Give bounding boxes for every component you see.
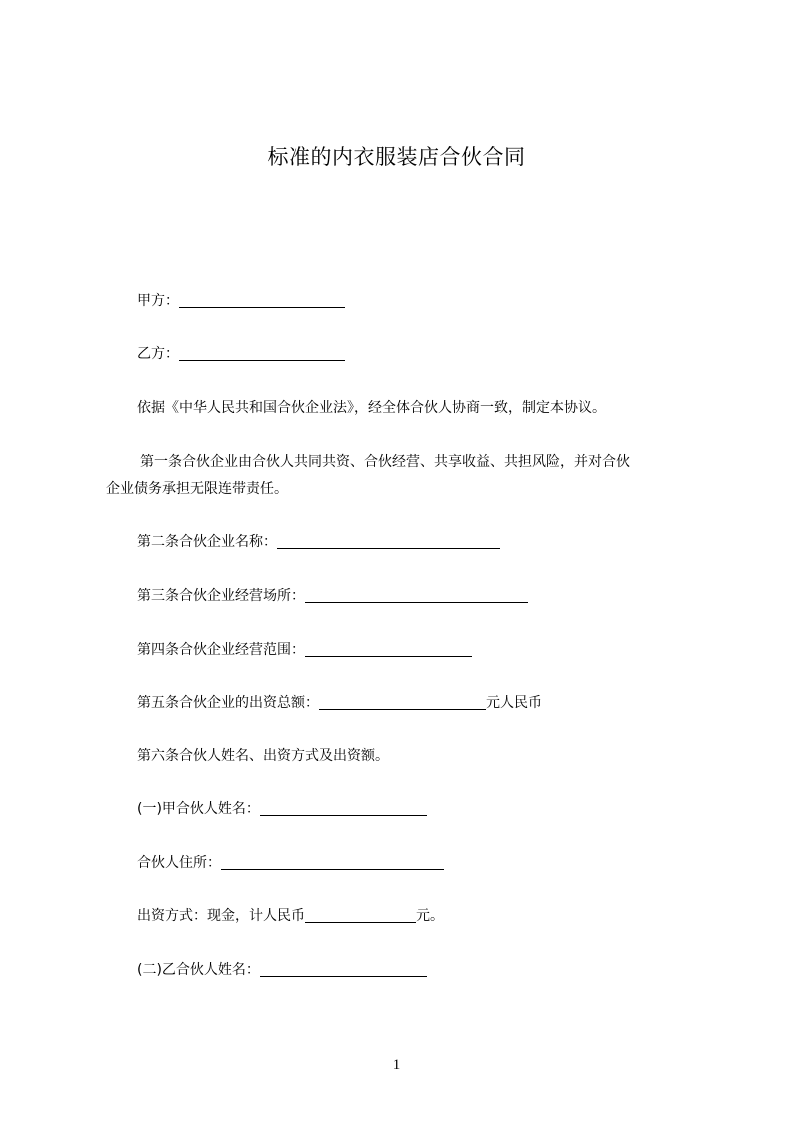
contribution-line <box>137 906 444 926</box>
article-1-line-2: 企业债务承担无限连带责任。 <box>106 481 288 497</box>
party-b-line <box>137 344 345 364</box>
enterprise-name-blank[interactable] <box>277 534 500 549</box>
contribution-label: 出资方式：现金，计人民币 <box>137 908 305 924</box>
contribution-amount-blank[interactable] <box>305 908 416 923</box>
partner-b-label: (二)乙合伙人姓名： <box>137 962 260 978</box>
article-5-label: 第五条合伙企业的出资总额： <box>137 695 319 711</box>
partner-a-label: (一)甲合伙人姓名： <box>137 801 260 817</box>
partner-address-blank[interactable] <box>221 855 444 870</box>
contribution-suffix: 元。 <box>416 908 444 924</box>
article-4-label: 第四条合伙企业经营范围： <box>137 642 305 658</box>
article-5-line <box>137 693 542 713</box>
article-2-line <box>137 532 500 552</box>
article-3-line <box>137 586 528 606</box>
party-a-line <box>137 291 345 311</box>
business-premises-blank[interactable] <box>305 588 528 603</box>
party-a-label: 甲方： <box>137 293 179 309</box>
business-scope-blank[interactable] <box>305 642 472 657</box>
total-capital-blank[interactable] <box>319 695 486 710</box>
partner-b-line <box>137 960 427 980</box>
partner-address-label: 合伙人住所： <box>137 855 221 871</box>
party-b-label: 乙方： <box>137 346 179 362</box>
article-2-label: 第二条合伙企业名称： <box>137 534 277 550</box>
article-4-line <box>137 640 472 660</box>
intro-paragraph: 依据《中华人民共和国合伙企业法》，经全体合伙人协商一致，制定本协议。 <box>137 400 606 416</box>
document-title: 标准的内衣服装店合伙合同 <box>267 145 526 169</box>
article-5-suffix: 元人民币 <box>486 695 542 711</box>
article-6-line: 第六条合伙人姓名、出资方式及出资额。 <box>137 748 389 764</box>
page-number: 1 <box>392 1057 401 1073</box>
party-a-blank[interactable] <box>179 293 345 308</box>
article-1-line-1: 第一条合伙企业由合伙人共同共资、合伙经营、共享收益、共担风险，并对合伙 <box>140 454 630 470</box>
partner-b-name-blank[interactable] <box>260 962 427 977</box>
partner-a-line <box>137 799 427 819</box>
partner-address-line <box>137 853 444 873</box>
partner-a-name-blank[interactable] <box>260 801 427 816</box>
article-3-label: 第三条合伙企业经营场所： <box>137 588 305 604</box>
party-b-blank[interactable] <box>179 346 345 361</box>
